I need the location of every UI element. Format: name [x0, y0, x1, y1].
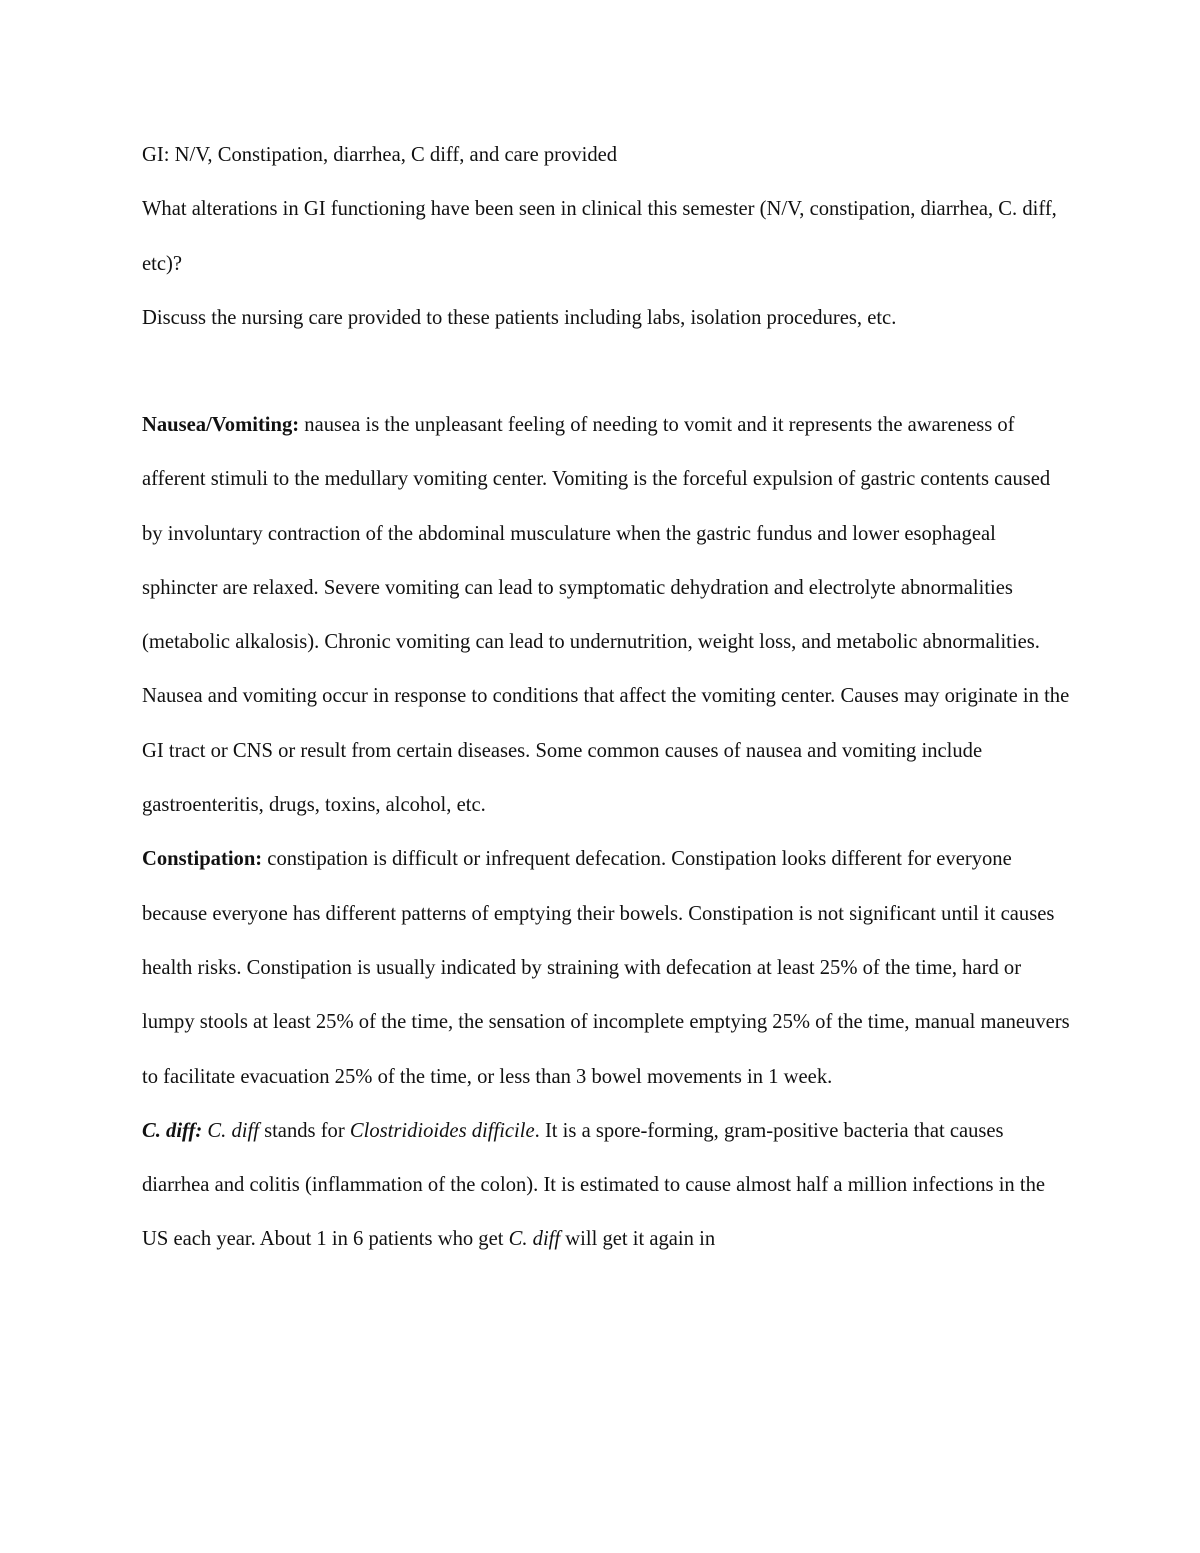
cdiff-text-3: will get it again in: [560, 1228, 716, 1251]
header-block: [142, 128, 1072, 345]
nausea-heading: Nausea/Vomiting:: [142, 414, 300, 436]
question-1: What alterations in GI functioning have been seen in clinical this semester (N/V, constipation, diarrhea, C. diff, etc)?: [142, 198, 1057, 275]
nausea-paragraph: [142, 398, 1072, 832]
constipation-body: constipation is difficult or infrequent defecation. Constipation looks different for everyone because everyone has different patterns of emptying their bowels. Constipation is not significant until it causes health risks. Constipation is usually indicated by straining with defecation at least 25% of the time, hard or lumpy stools at least 25% of the time, the sensation of incomplete emptying 25% of the time, manual maneuvers to facilitate evacuation 25% of the time, or less than 3 bowel movements in 1 week.: [142, 848, 1070, 1088]
nausea-body: nausea is the unpleasant feeling of needing to vomit and it represents the awareness of afferent stimuli to the medullary vomiting center. Vomiting is the forceful expulsion of gastric contents caused by involuntary contraction of the abdominal musculature when the gastric fundus and lower esophageal sphincter are relaxed. Severe vomiting can lead to symptomatic dehydration and electrolyte abnormalities (metabolic alkalosis). Chronic vomiting can lead to undernutrition, weight loss, and metabolic abnormalities. Nausea and vomiting occur in response to conditions that affect the vomiting center. Causes may originate in the GI tract or CNS or result from certain diseases. Some common causes of nausea and vomiting include gastroenteritis, drugs, toxins, alcohol, etc.: [142, 414, 1070, 817]
cdiff-heading: C. diff:: [142, 1119, 203, 1142]
question-2: Discuss the nursing care provided to these patients including labs, isolation procedures, etc.: [142, 306, 897, 329]
cdiff-term-3: C. diff: [508, 1228, 561, 1251]
cdiff-text-2: . It is a spore-forming, gram-positive bacteria that causes diarrhea and colitis (inflammation of the colon). It is estimated to cause almost half a million infections in the US each year. About 1 in 6 patients who get: [142, 1119, 1046, 1251]
cdiff-paragraph: [142, 1104, 1072, 1267]
cdiff-term-1: C. diff: [207, 1119, 259, 1142]
cdiff-text-1: stands for: [258, 1119, 350, 1142]
constipation-heading: Constipation:: [142, 848, 263, 871]
constipation-paragraph: [142, 832, 1072, 1103]
cdiff-term-2: Clostridioides difficile: [349, 1119, 535, 1142]
body-block: [142, 398, 1072, 1267]
document-title: GI: N/V, Constipation, diarrhea, C diff, and care provided: [142, 144, 618, 166]
